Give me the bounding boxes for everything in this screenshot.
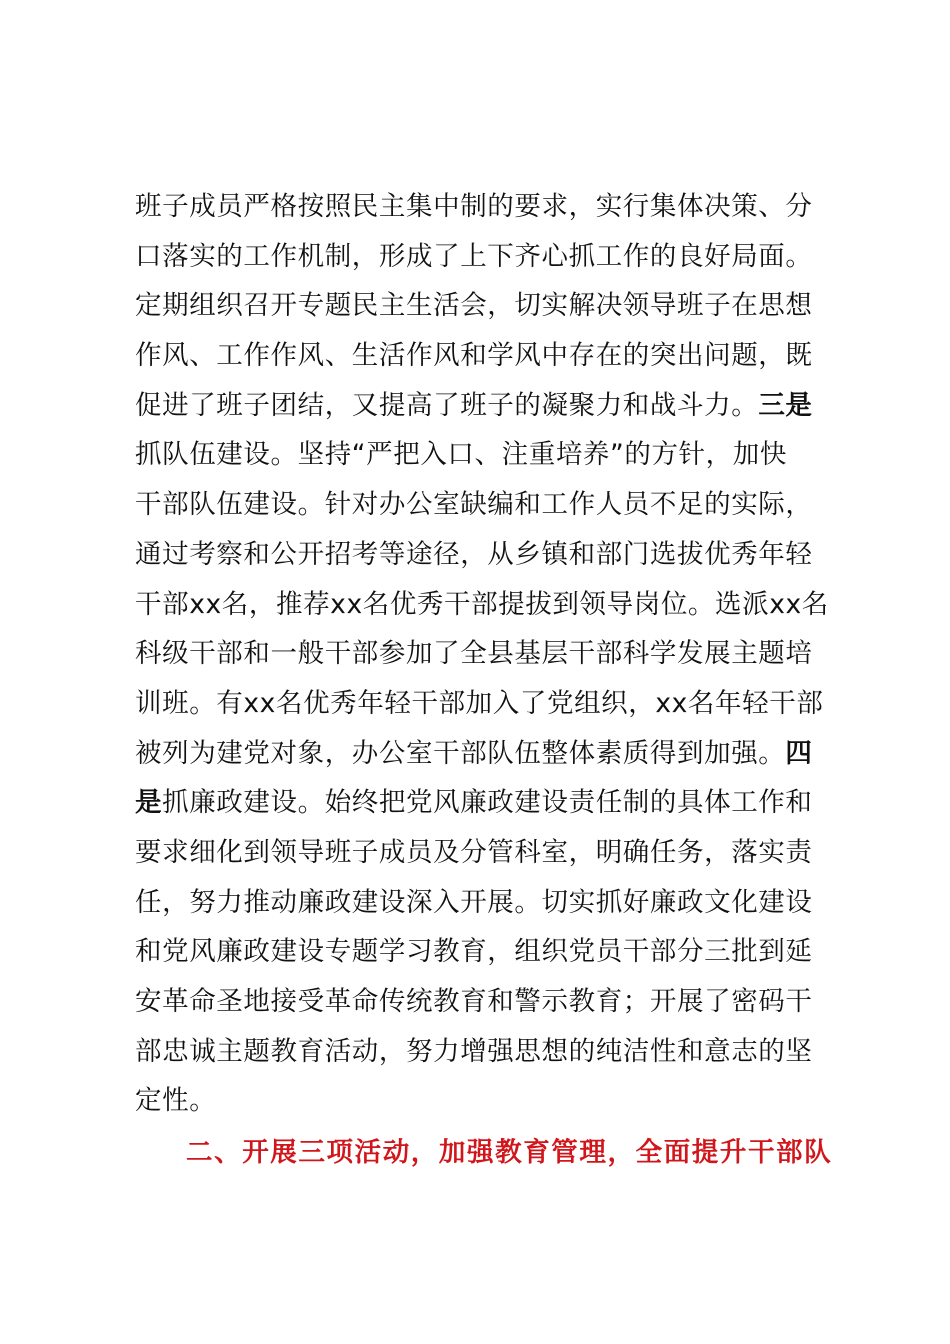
paragraph-line: 促进了班子团结，又提高了班子的凝聚力和战斗力。三是 (135, 389, 813, 421)
paragraph-line: 被列为建党对象，办公室干部队伍整体素质得到加强。四 (135, 737, 813, 769)
bold-marker: 三是 (758, 389, 813, 421)
body-paragraph (135, 182, 835, 1126)
bold-marker: 四 (785, 737, 813, 769)
paragraph-line: 是抓廉政建设。始终把党风廉政建设责任制的具体工作和 (135, 787, 813, 819)
paragraph-line: 班子成员严格按照民主集中制的要求，实行集体决策、分 (135, 191, 813, 222)
bold-marker: 是 (135, 787, 163, 819)
paragraph-line: 定性。 (135, 1085, 217, 1117)
paragraph-line: 任，努力推动廉政建设深入开展。切实抓好廉政文化建设 (135, 886, 813, 918)
paragraph-line: 要求细化到领导班子成员及分管科室，明确任务，落实责 (135, 836, 813, 868)
paragraph-line: 和党风廉政建设专题学习教育，组织党员干部分三批到延 (135, 936, 813, 968)
paragraph-line: 干部队伍建设。针对办公室缺编和工作人员不足的实际， (135, 489, 813, 521)
paragraph-line: 定期组织召开专题民主生活会，切实解决领导班子在思想 (135, 290, 813, 322)
paragraph-line: 部忠诚主题教育活动，努力增强思想的纯洁性和意志的坚 (135, 1035, 813, 1067)
paragraph-line: 干部xx名，推荐xx名优秀干部提拔到领导岗位。选派xx名 (135, 588, 829, 620)
paragraph-line: 抓队伍建设。坚持“严把入口、注重培养”的方针，加快 (135, 439, 787, 471)
paragraph-line: 安革命圣地接受革命传统教育和警示教育；开展了密码干 (135, 986, 813, 1017)
paragraph-line: 口落实的工作机制，形成了上下齐心抓工作的良好局面。 (135, 240, 813, 272)
paragraph-line: 科级干部和一般干部参加了全县基层干部科学发展主题培 (135, 638, 813, 670)
paragraph-line: 作风、工作作风、生活作风和学风中存在的突出问题，既 (135, 340, 813, 372)
section-heading: 二、开展三项活动，加强教育管理，全面提升干部队 (186, 1137, 833, 1168)
paragraph-line: 通过考察和公开招考等途径，从乡镇和部门选拔优秀年轻 (135, 538, 813, 570)
paragraph-line: 训班。有xx名优秀年轻干部加入了党组织，xx名年轻干部 (135, 687, 824, 719)
